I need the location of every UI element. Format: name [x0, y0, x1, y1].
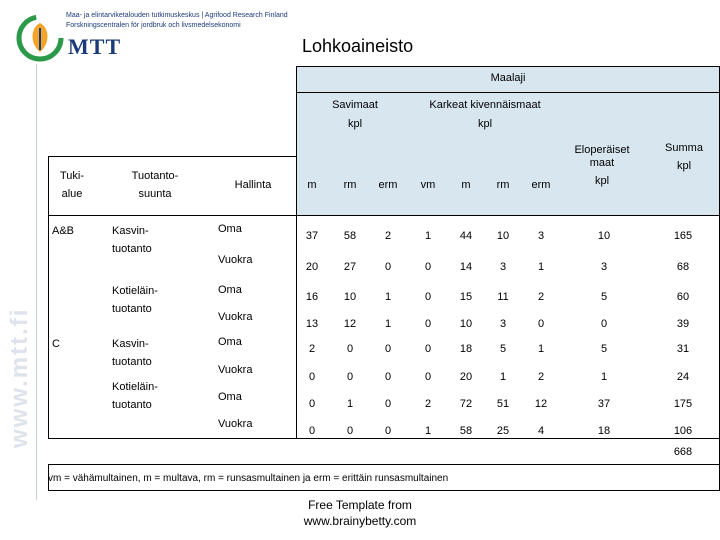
page-title: Lohkoaineisto — [302, 36, 414, 56]
table-cell: 0 — [384, 343, 392, 355]
table-cell: 18 — [597, 425, 611, 437]
table-cell: 20 — [459, 371, 473, 383]
table-cell: 0 — [384, 371, 392, 383]
table-cell: 165 — [673, 230, 693, 242]
footnote: vm = vähämultainen, m = multava, rm = runsasmultainen ja erm = erittäin runsasmultainen — [48, 473, 449, 484]
tukialue-header: Tuki- — [59, 170, 85, 182]
summa-unit: kpl — [676, 160, 692, 172]
table-cell: 1 — [424, 425, 432, 437]
table-cell: 2 — [308, 343, 316, 355]
table-cell: 2 — [537, 291, 545, 303]
table-cell: 15 — [459, 291, 473, 303]
column-header: m — [461, 179, 471, 191]
table-cell: 175 — [673, 398, 693, 410]
grid-line — [296, 92, 720, 93]
table-cell: 0 — [424, 318, 432, 330]
table-cell: 11 — [497, 291, 509, 303]
mtt-brand: MTT — [68, 34, 122, 59]
table-cell: 24 — [676, 371, 690, 383]
table-cell: 12 — [534, 398, 548, 410]
eloperaiset-header-2: maat — [589, 157, 615, 169]
table-cell: 0 — [424, 371, 432, 383]
table-cell: 106 — [673, 425, 693, 437]
table-cell: 12 — [343, 318, 357, 330]
table-cell: 14 — [459, 261, 473, 273]
grid-line — [296, 66, 720, 67]
hallinta-header: Hallinta — [234, 179, 272, 191]
table-cell: 5 — [499, 343, 507, 355]
tuotantosuunta-label: Kotieläin- — [112, 381, 158, 393]
tuotantosuunta-label: tuotanto — [112, 303, 152, 315]
table-cell: 10 — [343, 291, 357, 303]
vertical-url: www.mtt.fi — [6, 307, 33, 448]
table-header-band — [296, 67, 720, 215]
tuotantosuunta-label: tuotanto — [112, 399, 152, 411]
hallinta-label: Oma — [218, 223, 242, 235]
grid-line — [48, 156, 49, 438]
table-cell: 31 — [676, 343, 690, 355]
table-cell: 16 — [305, 291, 319, 303]
hallinta-label: Vuokra — [218, 254, 253, 266]
tuotantosuunta-header-2: suunta — [138, 188, 172, 200]
table-cell: 18 — [459, 343, 473, 355]
tukialue-header-2: alue — [61, 188, 83, 200]
table-cell: 1 — [384, 291, 392, 303]
table-cell: 58 — [459, 425, 473, 437]
grid-line — [48, 215, 720, 216]
column-header: m — [307, 179, 317, 191]
eloperaiset-header: Eloperäiset — [574, 144, 630, 156]
table-cell: 4 — [537, 425, 545, 437]
table-cell: 3 — [499, 318, 507, 330]
credit — [290, 497, 430, 529]
table-cell: 2 — [537, 371, 545, 383]
table-cell: 3 — [537, 230, 545, 242]
table-cell: 10 — [496, 230, 510, 242]
grid-line — [48, 438, 720, 439]
table-cell: 0 — [346, 371, 354, 383]
table-cell: 0 — [424, 261, 432, 273]
table-cell: 0 — [384, 425, 392, 437]
karkeat-header: Karkeat kivennäismaat — [429, 99, 541, 111]
tuotantosuunta-label: Kasvin- — [112, 338, 149, 350]
table-cell: 0 — [384, 398, 392, 410]
grand-total: 668 — [673, 446, 693, 458]
table-cell: 0 — [346, 343, 354, 355]
org-name-line2: Forskningscentralen för jordbruk och livsmedelsekonomi — [66, 22, 241, 29]
table-cell: 37 — [305, 230, 319, 242]
table-cell: 20 — [305, 261, 319, 273]
savimaat-header: Savimaat — [332, 99, 378, 111]
table-cell: 3 — [499, 261, 507, 273]
tuotantosuunta-label: Kotieläin- — [112, 285, 158, 297]
hallinta-label: Vuokra — [218, 311, 253, 323]
hallinta-label: Vuokra — [218, 418, 253, 430]
column-header: vm — [420, 179, 436, 191]
table-cell: 5 — [600, 291, 608, 303]
table-cell: 25 — [496, 425, 510, 437]
table-cell: 72 — [459, 398, 473, 410]
table-cell: 0 — [308, 398, 316, 410]
table-cell: 0 — [346, 425, 354, 437]
table-cell: 3 — [600, 261, 608, 273]
column-header: erm — [378, 179, 398, 191]
table-cell: 1 — [424, 230, 432, 242]
column-header: rm — [343, 179, 357, 191]
table-cell: 44 — [459, 230, 473, 242]
table-cell: 10 — [597, 230, 611, 242]
table-cell: 68 — [676, 261, 690, 273]
table-cell: 10 — [459, 318, 473, 330]
grid-line — [48, 464, 720, 465]
table-cell: 1 — [600, 371, 608, 383]
table-cell: 58 — [343, 230, 357, 242]
tuotantosuunta-header: Tuotanto- — [131, 170, 179, 182]
table-cell: 1 — [346, 398, 354, 410]
hallinta-label: Oma — [218, 336, 242, 348]
column-header: erm — [531, 179, 551, 191]
grid-line — [48, 490, 720, 491]
table-cell: 5 — [600, 343, 608, 355]
table-cell: 2 — [424, 398, 432, 410]
column-header: rm — [496, 179, 510, 191]
table-cell: 1 — [499, 371, 507, 383]
tukialue-label: C — [52, 338, 60, 350]
eloperaiset-unit: kpl — [594, 175, 610, 187]
tuotantosuunta-label: Kasvin- — [112, 225, 149, 237]
credit-line2: www.brainybetty.com — [303, 514, 417, 528]
org-name-line1: Maa- ja elintarviketalouden tutkimuskeskus | Agrifood Research Finland — [66, 12, 288, 19]
table-cell: 0 — [424, 343, 432, 355]
hallinta-label: Oma — [218, 284, 242, 296]
table-cell: 39 — [676, 318, 690, 330]
table-cell: 0 — [384, 261, 392, 273]
table-cell: 27 — [343, 261, 357, 273]
table-cell: 13 — [305, 318, 319, 330]
table-cell: 0 — [537, 318, 545, 330]
table-cell: 2 — [384, 230, 392, 242]
summa-header: Summa — [665, 142, 703, 154]
table-cell: 60 — [676, 291, 690, 303]
tuotantosuunta-label: tuotanto — [112, 356, 152, 368]
table-cell: 1 — [537, 343, 545, 355]
table-cell: 0 — [308, 425, 316, 437]
savimaat-unit: kpl — [347, 118, 363, 130]
table-cell: 37 — [597, 398, 611, 410]
table-cell: 51 — [496, 398, 510, 410]
credit-line1: Free Template from — [308, 498, 412, 512]
table-cell: 0 — [308, 371, 316, 383]
table-cell: 0 — [600, 318, 608, 330]
grid-line — [48, 156, 296, 157]
table-cell: 0 — [424, 291, 432, 303]
hallinta-label: Vuokra — [218, 364, 253, 376]
tuotantosuunta-label: tuotanto — [112, 243, 152, 255]
mtt-logo-icon — [16, 14, 64, 62]
table-cell: 1 — [384, 318, 392, 330]
hallinta-label: Oma — [218, 391, 242, 403]
tukialue-label: A&B — [52, 225, 75, 237]
maalaji-header: Maalaji — [490, 72, 526, 84]
karkeat-unit: kpl — [477, 118, 493, 130]
left-rule — [36, 64, 37, 500]
table-cell: 1 — [537, 261, 545, 273]
